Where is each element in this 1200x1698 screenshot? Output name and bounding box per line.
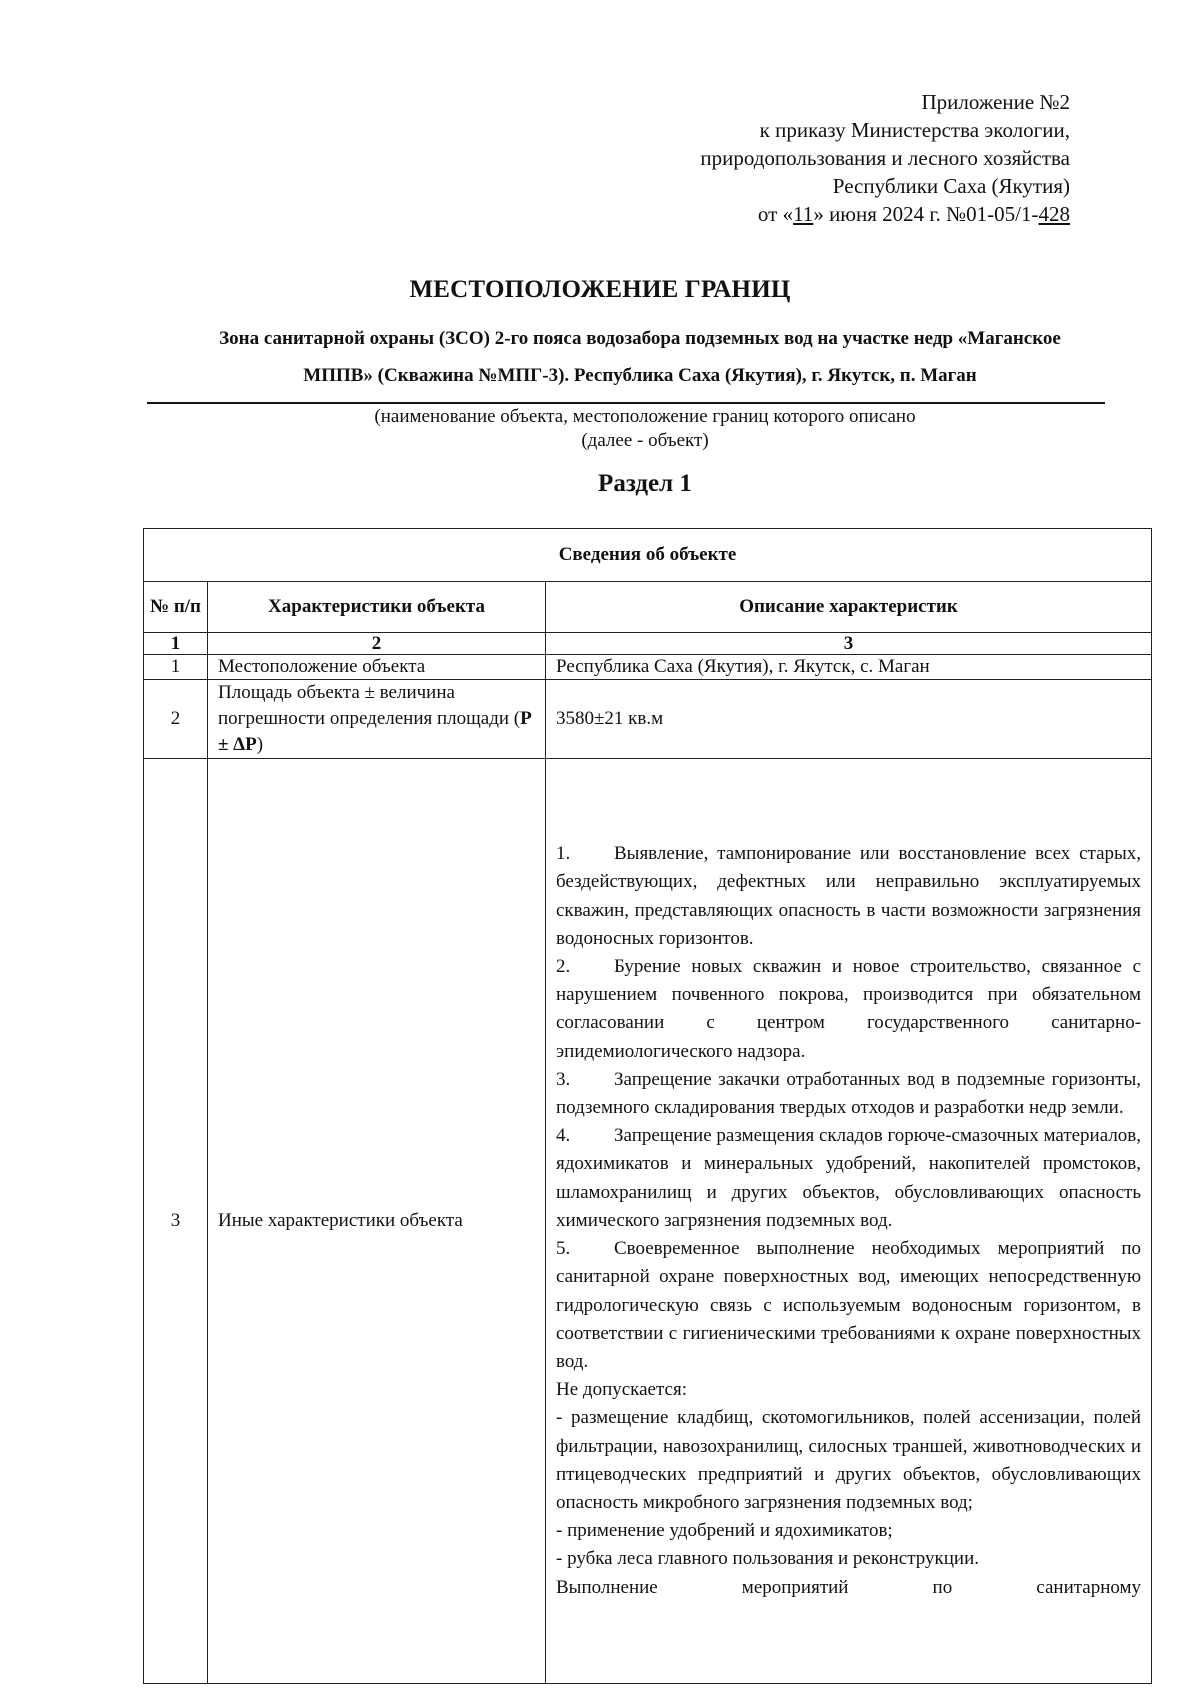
row-description: 3580±21 кв.м bbox=[546, 680, 1152, 759]
row-number: 2 bbox=[144, 680, 208, 759]
annex-line: Приложение №2 bbox=[921, 90, 1070, 114]
col-number: 3 bbox=[546, 633, 1152, 655]
col-number: 2 bbox=[208, 633, 546, 655]
annex-date-line: от «11» июня 2024 г. №01-05/1-428 bbox=[757, 202, 1070, 226]
row-number: 3 bbox=[144, 759, 208, 1684]
restriction-item: - рубка леса главного пользования и реконструкции. bbox=[556, 1548, 979, 1570]
not-allowed-heading: Не допускается: bbox=[556, 1379, 687, 1401]
list-item: 1. Выявление, тампонирование или восстановление всех старых, бездействующих, дефектных или неправильно эксплуатируемых скважин, представляющих опасность в части возможности загрязнения водоносных горизонтов. bbox=[556, 843, 1142, 949]
restriction-item: - размещение кладбищ, скотомогильников, полей ассенизации, полей фильтрации, навозохранилищ, силосных траншей, животноводческих и птицеводческих предприятий и других объектов, обусловливающих опасность микробного загрязнения подземных вод; bbox=[556, 1407, 1142, 1513]
section-title: Раздел 1 bbox=[598, 470, 692, 497]
header-char: Характеристики объекта bbox=[208, 582, 546, 633]
header-desc: Описание характеристик bbox=[546, 582, 1152, 633]
list-item: 5. Своевременное выполнение необходимых мероприятий по санитарной охране поверхностных вод, имеющих непосредственную гидрологическую связь с используемым водоносным горизонтом, в соответствии с гигиеническими требованиями к охране поверхностных вод. bbox=[556, 1238, 1142, 1372]
table-row bbox=[144, 655, 1152, 680]
row-description: Республика Саха (Якутия), г. Якутск, с. Маган bbox=[546, 655, 1152, 680]
continuation-text: Выполнение мероприятий по санитарному bbox=[556, 1576, 1142, 1598]
row-characteristic: Площадь объекта ± величина погрешности определения площади (Р ± ΔР) bbox=[208, 680, 546, 759]
row-characteristic: Иные характеристики объекта bbox=[208, 759, 546, 1684]
restriction-item: - применение удобрений и ядохимикатов; bbox=[556, 1520, 893, 1542]
object-name-hint: (наименование объекта, местоположение границ которого описано (далее - объект) bbox=[374, 406, 916, 451]
order-day: 11 bbox=[793, 202, 814, 226]
list-item: 3. Запрещение закачки отработанных вод в подземные горизонты, подземного складирования твердых отходов и разработки недр земли. bbox=[556, 1068, 1142, 1119]
object-info-table bbox=[143, 528, 1152, 1684]
list-item: 2. Бурение новых скважин и новое строительство, связанное с нарушением почвенного покрова, производится при обязательном согласовании с центром государственного санитарно-эпидемиологического надзора. bbox=[556, 956, 1142, 1062]
annex-line: к приказу Министерства экологии, bbox=[759, 118, 1070, 142]
row-description bbox=[546, 759, 1152, 1684]
row-number: 1 bbox=[144, 655, 208, 680]
table-row bbox=[144, 759, 1152, 1684]
list-item: 4. Запрещение размещения складов горюче-смазочных материалов, ядохимикатов и минеральных удобрений, накопителей промстоков, шламохранилищ и других объектов, обусловливающих опасность химического загрязнения подземных вод. bbox=[556, 1125, 1142, 1231]
table-row bbox=[144, 680, 1152, 759]
table-caption: Сведения об объекте bbox=[144, 529, 1152, 582]
underline-rule bbox=[147, 402, 1105, 404]
annex-line: природопользования и лесного хозяйства bbox=[700, 146, 1070, 170]
annex-line: Республики Саха (Якутия) bbox=[832, 174, 1070, 198]
row-characteristic: Местоположение объекта bbox=[208, 655, 546, 680]
annex-block bbox=[700, 88, 1070, 228]
col-number: 1 bbox=[144, 633, 208, 655]
document-title: МЕСТОПОЛОЖЕНИЕ ГРАНИЦ bbox=[409, 276, 791, 303]
header-num: № п/п bbox=[144, 582, 208, 633]
object-name: Зона санитарной охраны (ЗСО) 2-го пояса водозабора подземных вод на участке недр «Маганское МППВ» (Скважина №МПГ-3). Республика Саха (Якутия), г. Якутск, п. Маган bbox=[219, 328, 1061, 386]
order-number: 428 bbox=[1038, 202, 1070, 226]
